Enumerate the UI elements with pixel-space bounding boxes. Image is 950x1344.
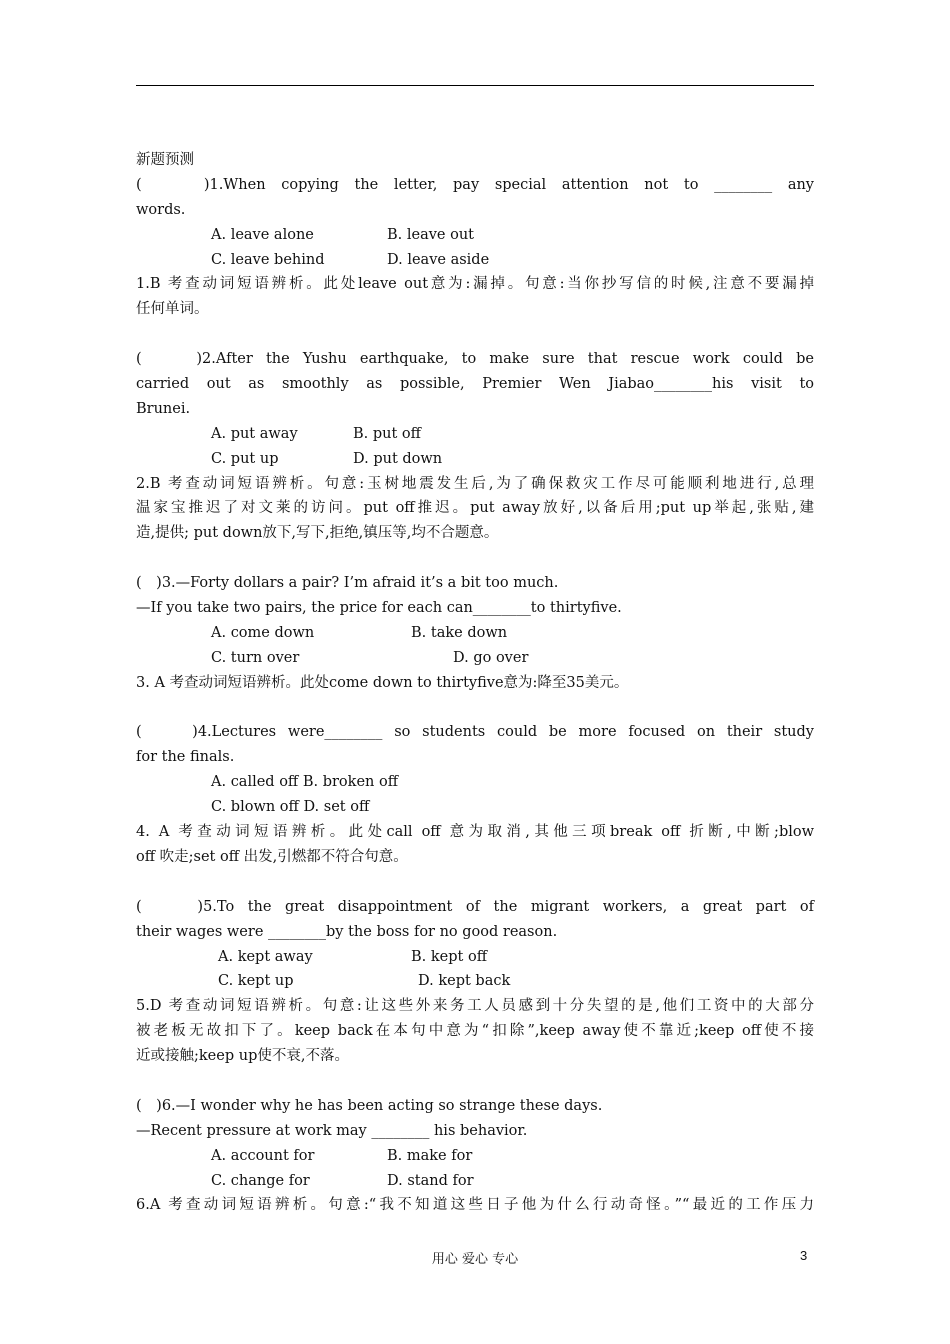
question-1-stem-line-2: words.: [136, 201, 186, 218]
option-a: A. account for: [211, 1147, 315, 1164]
question-6-stem-line-2: —Recent pressure at work may ________ his behavior.: [136, 1122, 528, 1139]
section-title: 新题预测: [136, 152, 194, 168]
question-3-options-row-2: [136, 646, 814, 671]
question-3-stem-line-1: ( )3.—Forty dollars a pair? I’m afraid it’s a bit too much.: [136, 575, 559, 592]
question-2-stem-line-3: Brunei.: [136, 400, 191, 417]
question-2-options-row-2: [136, 447, 814, 472]
question-4-stem-line-1: ( )4.Lectures were________ so students could be more focused on their study: [136, 724, 814, 741]
question-4-stem-line-2: for the finals.: [136, 749, 235, 766]
option-d: D. kept back: [418, 973, 511, 990]
header-rule: [136, 85, 814, 86]
option-b: B. kept off: [411, 948, 487, 965]
option-b: B. make for: [387, 1147, 473, 1164]
option-a: A. leave alone: [211, 226, 314, 243]
question-6-stem-line-1: ( )6.—I wonder why he has been acting so strange these days.: [136, 1097, 603, 1114]
question-3-options-row-1: [136, 621, 814, 646]
option-c: C. kept up: [218, 973, 294, 990]
footer-motto: 用心 爱心 专心: [431, 1252, 519, 1267]
question-6-answer-line-1: 6.A 考查动词短语辨析。句意:“我不知道这些日子他为什么行动奇怪。”“最近的工作压力: [136, 1197, 814, 1214]
option-b: B. leave out: [387, 226, 475, 243]
question-5-stem-line-2: their wages were ________by the boss for no good reason.: [136, 923, 558, 940]
question-5-answer-line-3: 近或接触;keep up使不衰,不落。: [136, 1048, 349, 1065]
question-5-options-row-1: [136, 945, 814, 970]
option-c: C. put up: [211, 450, 279, 467]
option-c: C. turn over: [211, 649, 300, 666]
option-b: B. take down: [411, 624, 508, 641]
option-a: A. put away: [211, 425, 298, 442]
question-5-options-row-2: [136, 969, 814, 994]
page-number: 3: [800, 1248, 808, 1263]
question-1-options-row-2: [136, 248, 814, 273]
option-d: D. put down: [353, 450, 443, 467]
question-2-options-row-1: [136, 422, 814, 447]
question-1-options-row-1: [136, 223, 814, 248]
question-2-stem-line-1: ( )2.After the Yushu earthquake, to make sure that rescue work could be: [136, 351, 814, 368]
question-1-answer-line-2: 任何单词。: [136, 301, 209, 318]
option-c: C. leave behind: [211, 251, 325, 268]
option-b: B. put off: [353, 425, 421, 442]
question-4-answer-line-2: off 吹走;set off 出发,引燃都不符合句意。: [136, 848, 408, 865]
document-body: [136, 148, 814, 1218]
question-4-answer-line-1: 4. A 考查动词短语辨析。此处call off 意为取消,其他三项break off 折断,中断;blow: [136, 824, 814, 841]
question-1-answer-line-1: 1.B 考查动词短语辨析。此处leave out意为:漏掉。句意:当你抄写信的时候,注意不要漏掉: [136, 276, 814, 293]
question-2-stem-line-2: carried out as smoothly as possible, Premier Wen Jiabao________his visit to: [136, 376, 814, 393]
question-6-options-row-2: [136, 1169, 814, 1194]
option-d: D. leave aside: [387, 251, 490, 268]
question-5-answer-line-1: 5.D 考查动词短语辨析。句意:让这些外来务工人员感到十分失望的是,他们工资中的大部分: [136, 998, 814, 1015]
option-c: C. change for: [211, 1172, 310, 1189]
option-a: A. kept away: [218, 948, 313, 965]
question-4-options-row-1: A. called off B. broken off: [211, 774, 399, 791]
option-d: D. stand for: [387, 1172, 474, 1189]
question-1-stem-line-1: ( )1.When copying the letter, pay special attention not to ________ any: [136, 176, 814, 193]
question-2-answer-line-3: 造,提供; put down放下,写下,拒绝,镇压等,均不合题意。: [136, 525, 499, 542]
question-3-stem-line-2: —If you take two pairs, the price for each can________to thirtyfive.: [136, 600, 622, 617]
question-5-stem-line-1: ( )5.To the great disappointment of the migrant workers, a great part of: [136, 898, 814, 915]
question-2-answer-line-1: 2.B 考查动词短语辨析。句意:玉树地震发生后,为了确保救灾工作尽可能顺利地进行,总理: [136, 475, 814, 492]
question-6-options-row-1: [136, 1144, 814, 1169]
option-a: A. come down: [211, 624, 315, 641]
question-5-answer-line-2: 被老板无故扣下了。keep back在本句中意为“扣除”,keep away使不靠近;keep off使不接: [136, 1023, 814, 1040]
question-2-answer-line-2: 温家宝推迟了对文莱的访问。put off推迟。put away放好,以备后用;put up举起,张贴,建: [136, 500, 814, 517]
question-4-options-row-2: C. blown off D. set off: [211, 799, 370, 816]
question-3-answer-line-1: 3. A 考查动词短语辨析。此处come down to thirtyfive意为:降至35美元。: [136, 674, 629, 691]
option-d: D. go over: [453, 649, 529, 666]
